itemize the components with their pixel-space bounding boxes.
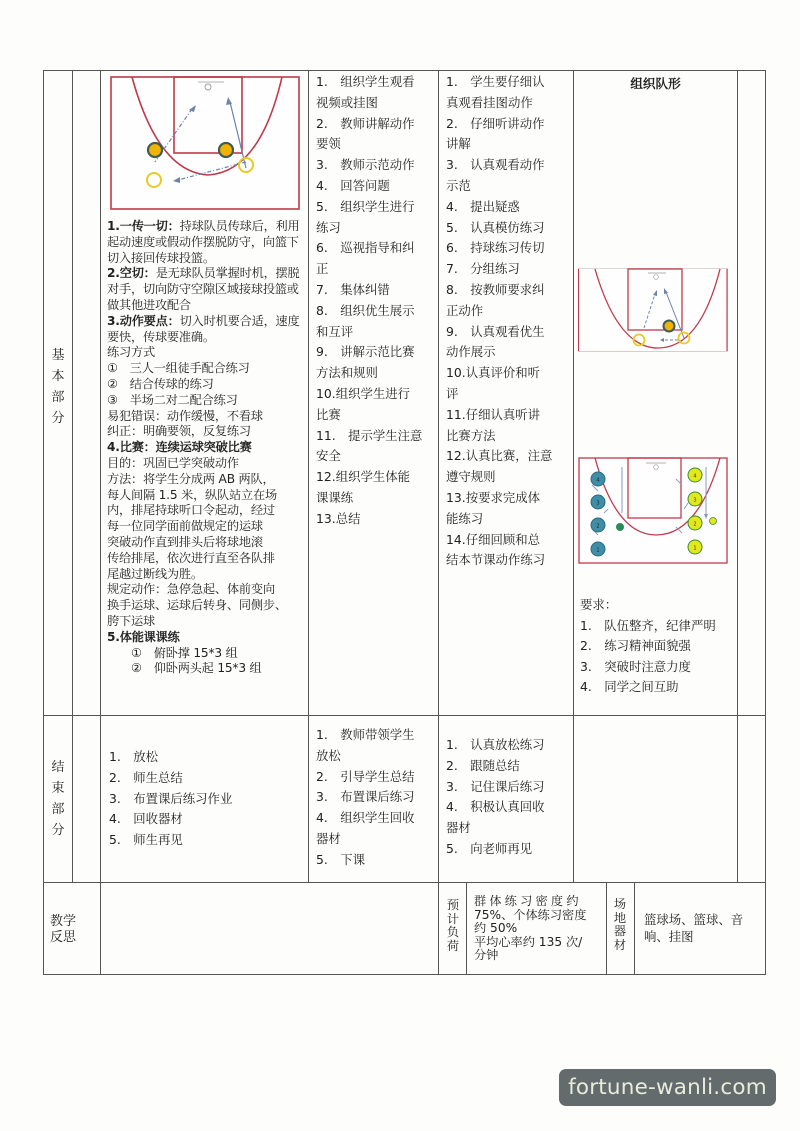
student-line: 12.认真比赛，注意	[446, 448, 553, 464]
student-line: 评	[446, 385, 459, 401]
col-divider-6b	[606, 882, 607, 975]
teacher-line: 练习	[316, 219, 341, 235]
student-line: 3. 认真观看动作	[446, 157, 545, 173]
game-line: 每人间隔 1.5 米，纵队站立在场	[107, 487, 277, 502]
student-line: 2. 仔细听讲动作	[446, 115, 545, 131]
svg-text:3: 3	[693, 497, 697, 504]
col-divider-2	[100, 70, 101, 975]
teacher-line: 6. 巡视指导和纠	[316, 240, 415, 256]
formation-diagram-1	[578, 268, 728, 352]
game-title: 4.比赛：连续运球突破比赛	[107, 440, 252, 455]
requirement-item: 3. 突破时注意力度	[580, 658, 691, 674]
item-text: 持球队员传球后，利用起动速度或假动作摆脱防守，向篮下切入接回传球投篮。	[107, 219, 300, 265]
student-line: 3. 记住课后练习	[446, 778, 545, 794]
expected-load-text	[474, 895, 604, 963]
game-line: 每一位同学面前做规定的运球	[107, 519, 263, 534]
teacher-line: 7. 集体纠错	[316, 281, 390, 297]
correction: 纠正：明确要领，反复练习	[107, 424, 251, 439]
practice-label: 练习方式	[107, 345, 155, 360]
reflection-label-line: 反思	[50, 930, 77, 945]
teacher-line: 8. 组织优生展示	[316, 302, 415, 318]
item-1	[107, 219, 305, 266]
teacher-line: 正	[316, 261, 329, 277]
item-title: 3.动作要点：	[107, 313, 180, 328]
student-line: 动作展示	[446, 344, 496, 360]
col-divider-3	[308, 70, 309, 882]
teacher-line: 1. 组织学生观看	[316, 74, 415, 89]
item-text: 切入时机要合适，速度要快，传球要准确。	[107, 313, 300, 344]
end-content-item: 2. 师生总结	[109, 769, 183, 785]
student-line: 1. 认真放松练习	[446, 737, 545, 752]
load-line: 平均心率约 135 次/	[474, 934, 583, 949]
end-teacher-activities	[316, 725, 436, 871]
student-line: 6. 持球练习传切	[446, 240, 545, 256]
fitness-title: 5.体能课课练	[107, 629, 180, 644]
svg-text:1: 1	[693, 545, 697, 552]
col-divider-6	[573, 70, 574, 882]
load-label	[445, 899, 461, 953]
game-line: 规定动作：急停急起、体前变向	[107, 582, 275, 597]
practice-item: ③ 半场二对二配合练习	[107, 392, 238, 407]
basic-content-text	[107, 219, 305, 677]
label-char: 荷	[446, 938, 460, 953]
svg-text:4: 4	[693, 473, 697, 480]
student-line: 5. 向老师再见	[446, 840, 533, 856]
student-line: 13.按要求完成体	[446, 489, 541, 505]
col-divider-1	[72, 70, 73, 882]
label-char: 基	[51, 348, 65, 363]
teacher-line: 10.组织学生进行	[316, 385, 411, 401]
fitness-item: ② 仰卧两头起 15*3 组	[131, 661, 262, 676]
label-char: 材	[613, 937, 627, 952]
item-title: 1.一传一切：	[107, 219, 180, 233]
pass-cut-diagram	[110, 76, 300, 210]
game-line: 目的：巩固已学突破动作	[107, 455, 239, 470]
organization-requirements	[580, 595, 737, 698]
student-line: 真观看挂图动作	[446, 94, 533, 110]
end-content-item: 3. 布置课后练习作业	[109, 790, 233, 806]
teacher-line: 课课练	[316, 489, 354, 505]
item-title: 2.空切：	[107, 266, 156, 281]
teacher-line: 方法和规则	[316, 365, 378, 381]
student-line: 14.仔细回顾和总	[446, 531, 541, 547]
label-char: 分	[51, 823, 65, 838]
requirement-item: 1. 队伍整齐，纪律严明	[580, 617, 716, 633]
venue-line: 响、挂图	[644, 929, 694, 944]
teacher-line: 13.总结	[316, 510, 361, 526]
venue-label	[612, 898, 628, 952]
student-line: 5. 认真模仿练习	[446, 219, 545, 235]
student-line: 讲解	[446, 136, 471, 152]
game-line: 传给排尾，依次进行直至各队排	[107, 550, 275, 565]
student-line: 正动作	[446, 302, 484, 318]
student-line: 4. 提出疑惑	[446, 198, 520, 214]
teacher-line: 2. 引导学生总结	[316, 768, 415, 784]
organization-title: 组织队形	[630, 76, 681, 91]
teacher-line: 5. 组织学生进行	[316, 198, 415, 214]
load-line: 分钟	[474, 948, 499, 963]
student-line: 7. 分组练习	[446, 261, 520, 277]
teacher-line: 11. 提示学生注意	[316, 427, 423, 443]
teacher-line: 4. 组织学生回收	[316, 810, 415, 826]
teacher-line: 9. 讲解示范比赛	[316, 344, 415, 360]
teacher-line: 安全	[316, 448, 341, 464]
teacher-line: 1. 教师带领学生	[316, 727, 415, 742]
table-border-right	[765, 70, 766, 975]
label-char: 束	[51, 781, 65, 796]
student-line: 示范	[446, 177, 471, 193]
label-char: 部	[51, 802, 65, 817]
formation-diagram-2	[578, 457, 728, 564]
requirement-item: 4. 同学之间互助	[580, 679, 679, 695]
label-char: 部	[51, 390, 65, 405]
teacher-line: 2. 教师讲解动作	[316, 115, 415, 131]
label-char: 器	[613, 924, 627, 939]
student-line: 8. 按教师要求纠	[446, 281, 545, 297]
end-content	[109, 747, 304, 851]
teacher-line: 12.组织学生体能	[316, 469, 411, 485]
col-divider-5	[466, 882, 467, 975]
requirements-label: 要求：	[580, 597, 618, 612]
student-line: 结本节课动作练习	[446, 552, 546, 568]
load-line: 75%、个体练习密度	[474, 907, 587, 922]
reflection-label	[50, 914, 96, 946]
student-line: 10.认真评价和听	[446, 365, 541, 381]
item-text: 是无球队员掌握时机，摆脱对手，切向防守空隙区域接球投篮或做其他进攻配合	[107, 266, 300, 312]
label-char: 负	[446, 925, 460, 940]
col-divider-8	[737, 70, 738, 882]
teacher-line: 视频或挂图	[316, 94, 378, 110]
end-content-item: 4. 回收器材	[109, 811, 183, 827]
game-line: 尾越过断线为胜。	[107, 566, 203, 581]
svg-text:1: 1	[596, 547, 600, 554]
teacher-line: 3. 教师示范动作	[316, 157, 415, 173]
reflection-label-line: 教学	[50, 914, 77, 929]
end-content-item: 1. 放松	[109, 749, 158, 764]
teacher-line: 比赛	[316, 406, 341, 422]
watermark: fortune-wanli.com	[559, 1069, 776, 1106]
svg-text:2: 2	[596, 523, 600, 530]
label-char: 结	[51, 760, 65, 775]
label-char: 预	[446, 898, 460, 912]
student-line: 1. 学生要仔细认	[446, 74, 545, 89]
teacher-line: 4. 回答问题	[316, 177, 390, 193]
student-line: 4. 积极认真回收	[446, 799, 545, 815]
teacher-line: 和互评	[316, 323, 354, 339]
load-line: 群体练习密度约	[474, 894, 582, 908]
label-char: 本	[51, 369, 65, 384]
venue-line: 篮球场、篮球、音	[644, 912, 744, 927]
item-2	[107, 266, 305, 313]
row-divider-end-reflection	[43, 882, 766, 883]
basic-teacher-activities	[316, 72, 436, 530]
load-line: 约 50%	[474, 921, 518, 936]
item-3	[107, 314, 305, 346]
label-char: 分	[51, 411, 65, 426]
student-line: 2. 跟随总结	[446, 757, 520, 773]
end-section-label	[48, 757, 68, 841]
student-line: 比赛方法	[446, 427, 496, 443]
fitness-item: ① 俯卧撑 15*3 组	[131, 645, 238, 660]
teacher-line: 5. 下课	[316, 851, 365, 867]
student-line: 能练习	[446, 510, 484, 526]
end-content-item: 5. 师生再见	[109, 832, 183, 848]
end-student-activities	[446, 735, 571, 860]
teacher-line: 要领	[316, 136, 341, 152]
student-line: 遵守规则	[446, 469, 496, 485]
teacher-line: 3. 布置课后练习	[316, 789, 415, 805]
game-line: 胯下运球	[107, 613, 155, 628]
student-line: 器材	[446, 820, 471, 836]
requirement-item: 2. 练习精神面貌强	[580, 638, 691, 654]
teacher-line: 器材	[316, 830, 341, 846]
basic-section-label	[48, 345, 68, 429]
svg-text:3: 3	[596, 500, 600, 507]
game-line: 突破动作直到排头后将球地滚	[107, 534, 263, 549]
label-char: 场	[613, 897, 627, 911]
game-line: 内，排尾持球听口令起动，经过	[107, 503, 275, 518]
table-border-bottom	[43, 974, 766, 975]
practice-item: ② 结合传球的练习	[107, 376, 214, 391]
game-line: 换手运球、运球后转身、同侧步、	[107, 598, 287, 613]
svg-text:2: 2	[693, 521, 697, 528]
student-line: 9. 认真观看优生	[446, 323, 545, 339]
row-divider-basic-end	[43, 715, 766, 716]
common-error: 易犯错误：动作缓慢，不看球	[107, 408, 263, 423]
student-line: 11.仔细认真听讲	[446, 406, 541, 422]
basic-student-activities	[446, 72, 571, 571]
svg-text:4: 4	[596, 477, 600, 484]
teacher-line: 放松	[316, 747, 341, 763]
table-border-left	[43, 70, 44, 975]
game-line: 方法：将学生分成两 AB 两队，	[107, 471, 275, 486]
col-divider-7	[634, 882, 635, 975]
col-divider-4	[438, 70, 439, 975]
label-char: 地	[613, 910, 627, 925]
practice-item: ① 三人一组徒手配合练习	[107, 361, 250, 376]
venue-equipment-text	[644, 911, 764, 945]
label-char: 计	[446, 911, 460, 926]
